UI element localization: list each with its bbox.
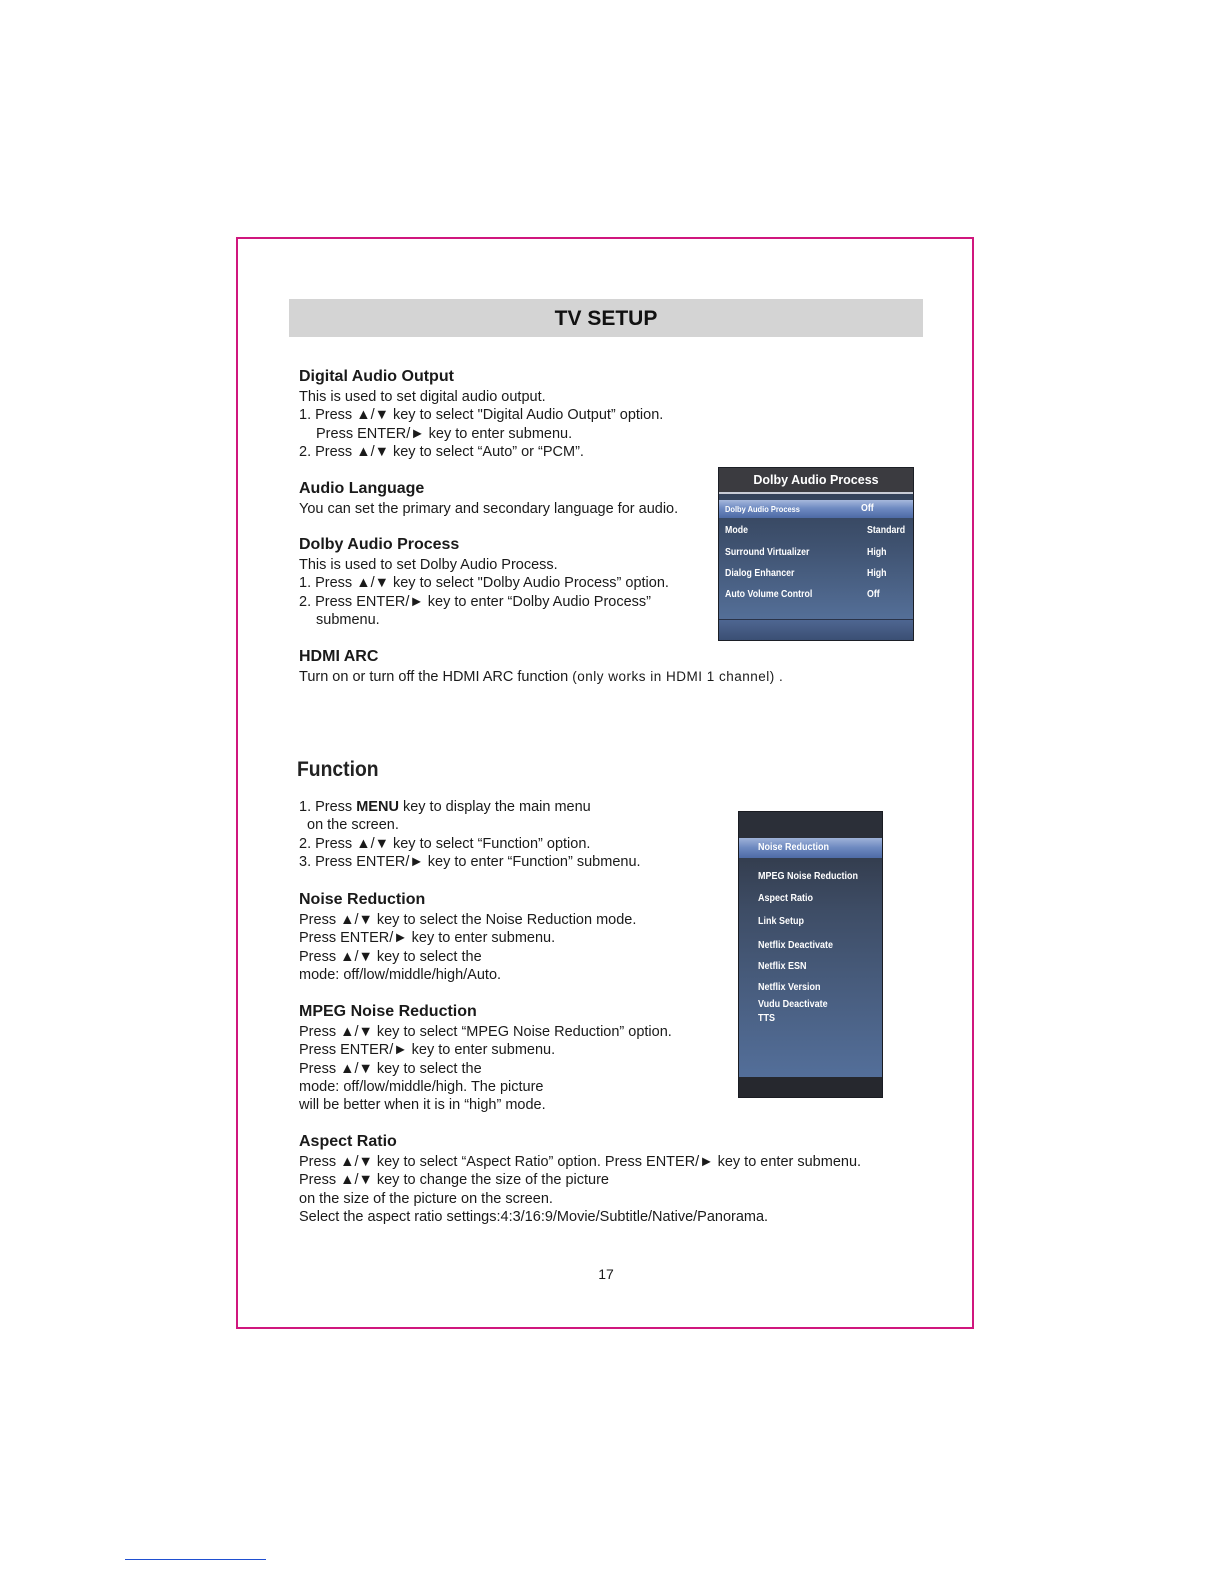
step1-suffix: key to display the main menu (398, 799, 591, 815)
menu-item-netflix-version[interactable]: Netflix Version (758, 982, 821, 993)
text-line: on the size of the picture on the screen. (299, 1190, 553, 1207)
menu-row-label: Auto Volume Control (725, 589, 813, 600)
text-line: 1. Press ▲/▼ key to select "Digital Audio Output” option. (299, 407, 664, 424)
text-line: 3. Press ENTER/► key to enter “Function” submenu. (299, 853, 641, 870)
menu-item-netflix-deactivate[interactable]: Netflix Deactivate (758, 940, 834, 951)
menu-item-netflix-esn[interactable]: Netflix ESN (758, 961, 807, 972)
section-heading: Dolby Audio Process (299, 536, 460, 553)
section-audio-language (299, 478, 678, 518)
text-line: Select the aspect ratio settings:4:3/16:9/Movie/Subtitle/Native/Panorama. (299, 1208, 769, 1225)
text-line: 2. Press ▲/▼ key to select “Auto” or “PCM”. (299, 443, 584, 460)
text-line: on the screen. (307, 817, 399, 834)
footnote-divider (125, 1559, 266, 1560)
menu-row-value: High (867, 547, 887, 558)
section-heading: Audio Language (299, 480, 425, 497)
menu-row[interactable] (725, 522, 909, 540)
section-noise-reduction (299, 889, 636, 984)
section-heading: Noise Reduction (299, 891, 426, 908)
text-line: Press ▲/▼ key to change the size of the picture (299, 1172, 609, 1189)
text-line: Press ENTER/► key to enter submenu. (299, 930, 556, 947)
text-line: Press ▲/▼ key to select the Noise Reduction mode. (299, 912, 637, 928)
dolby-audio-process-menu (718, 467, 914, 641)
page-title: TV SETUP (289, 299, 923, 337)
menu-row-value: Standard (867, 525, 906, 536)
menu-row-label: Surround Virtualizer (725, 547, 810, 558)
text-line: 1. Press ▲/▼ key to select "Dolby Audio Process” option. (299, 575, 669, 592)
section-digital-audio-output (299, 366, 663, 461)
text-line: 2. Press ▲/▼ key to select “Function” option. (299, 835, 591, 852)
section-aspect-ratio (299, 1131, 861, 1226)
menu-row[interactable] (725, 544, 909, 562)
menu-row-value: High (867, 568, 887, 579)
menu-footer (739, 1077, 882, 1097)
section-heading: Digital Audio Output (299, 368, 454, 385)
text-line: Press ▲/▼ key to select the (299, 1060, 482, 1077)
section-heading: HDMI ARC (299, 648, 379, 665)
text-line: 2. Press ENTER/► key to enter “Dolby Audio Process” (299, 593, 652, 610)
menu-row[interactable] (725, 586, 909, 604)
text-line: Press ENTER/► key to enter submenu. (299, 1042, 556, 1059)
text-line: will be better when it is in “high” mode. (299, 1097, 546, 1114)
text-line: Press ▲/▼ key to select the (299, 948, 482, 965)
menu-title: Dolby Audio Process (719, 468, 913, 494)
function-menu (738, 811, 883, 1098)
function-title: Function (297, 758, 379, 781)
menu-row-selected[interactable] (719, 500, 913, 518)
text-line: You can set the primary and secondary language for audio. (299, 501, 679, 517)
text-line (299, 668, 783, 686)
menu-row-value: Off (861, 503, 874, 514)
menu-row-label: Dialog Enhancer (725, 568, 795, 579)
section-mpeg-noise-reduction (299, 1001, 672, 1114)
text-line: mode: off/low/middle/high/Auto. (299, 966, 502, 983)
section-heading: Aspect Ratio (299, 1133, 397, 1150)
menu-header (739, 812, 882, 838)
menu-item-link-setup[interactable]: Link Setup (758, 916, 805, 927)
menu-item-noise-reduction[interactable]: Noise Reduction (758, 842, 830, 853)
text-line: submenu. (316, 611, 380, 628)
menu-item-tts[interactable]: TTS (758, 1013, 776, 1024)
text-line: This is used to set Dolby Audio Process. (299, 557, 558, 573)
text-line (299, 798, 641, 816)
text-line: Press ▲/▼ key to select “Aspect Ratio” option. Press ENTER/► key to enter submenu. (299, 1154, 862, 1170)
section-hdmi-arc (299, 646, 783, 686)
text-line: mode: off/low/middle/high. The picture (299, 1078, 544, 1095)
text-line: This is used to set digital audio output. (299, 389, 546, 405)
text-line: Press ENTER/► key to enter submenu. (316, 425, 573, 442)
step1-prefix: 1. Press (299, 799, 357, 815)
hdmi-arc-note: (only works in HDMI 1 channel) . (572, 669, 784, 684)
menu-row[interactable] (725, 565, 909, 583)
menu-item-vudu-deactivate[interactable]: Vudu Deactivate (758, 999, 828, 1010)
section-dolby-audio-process (299, 534, 669, 629)
page-number: 17 (598, 1266, 614, 1282)
menu-row-value: Off (867, 589, 880, 600)
section-heading: MPEG Noise Reduction (299, 1003, 477, 1020)
menu-footer (719, 619, 913, 640)
menu-row-label: Dolby Audio Process (725, 504, 800, 514)
text-line: Press ▲/▼ key to select “MPEG Noise Reduction” option. (299, 1024, 672, 1040)
section-function-steps (299, 798, 641, 871)
menu-item-mpeg-noise-reduction[interactable]: MPEG Noise Reduction (758, 871, 859, 882)
menu-key: MENU (356, 799, 399, 815)
hdmi-arc-text: Turn on or turn off the HDMI ARC function (299, 669, 569, 685)
menu-item-aspect-ratio[interactable]: Aspect Ratio (758, 893, 814, 904)
menu-row-label: Mode (725, 525, 748, 536)
